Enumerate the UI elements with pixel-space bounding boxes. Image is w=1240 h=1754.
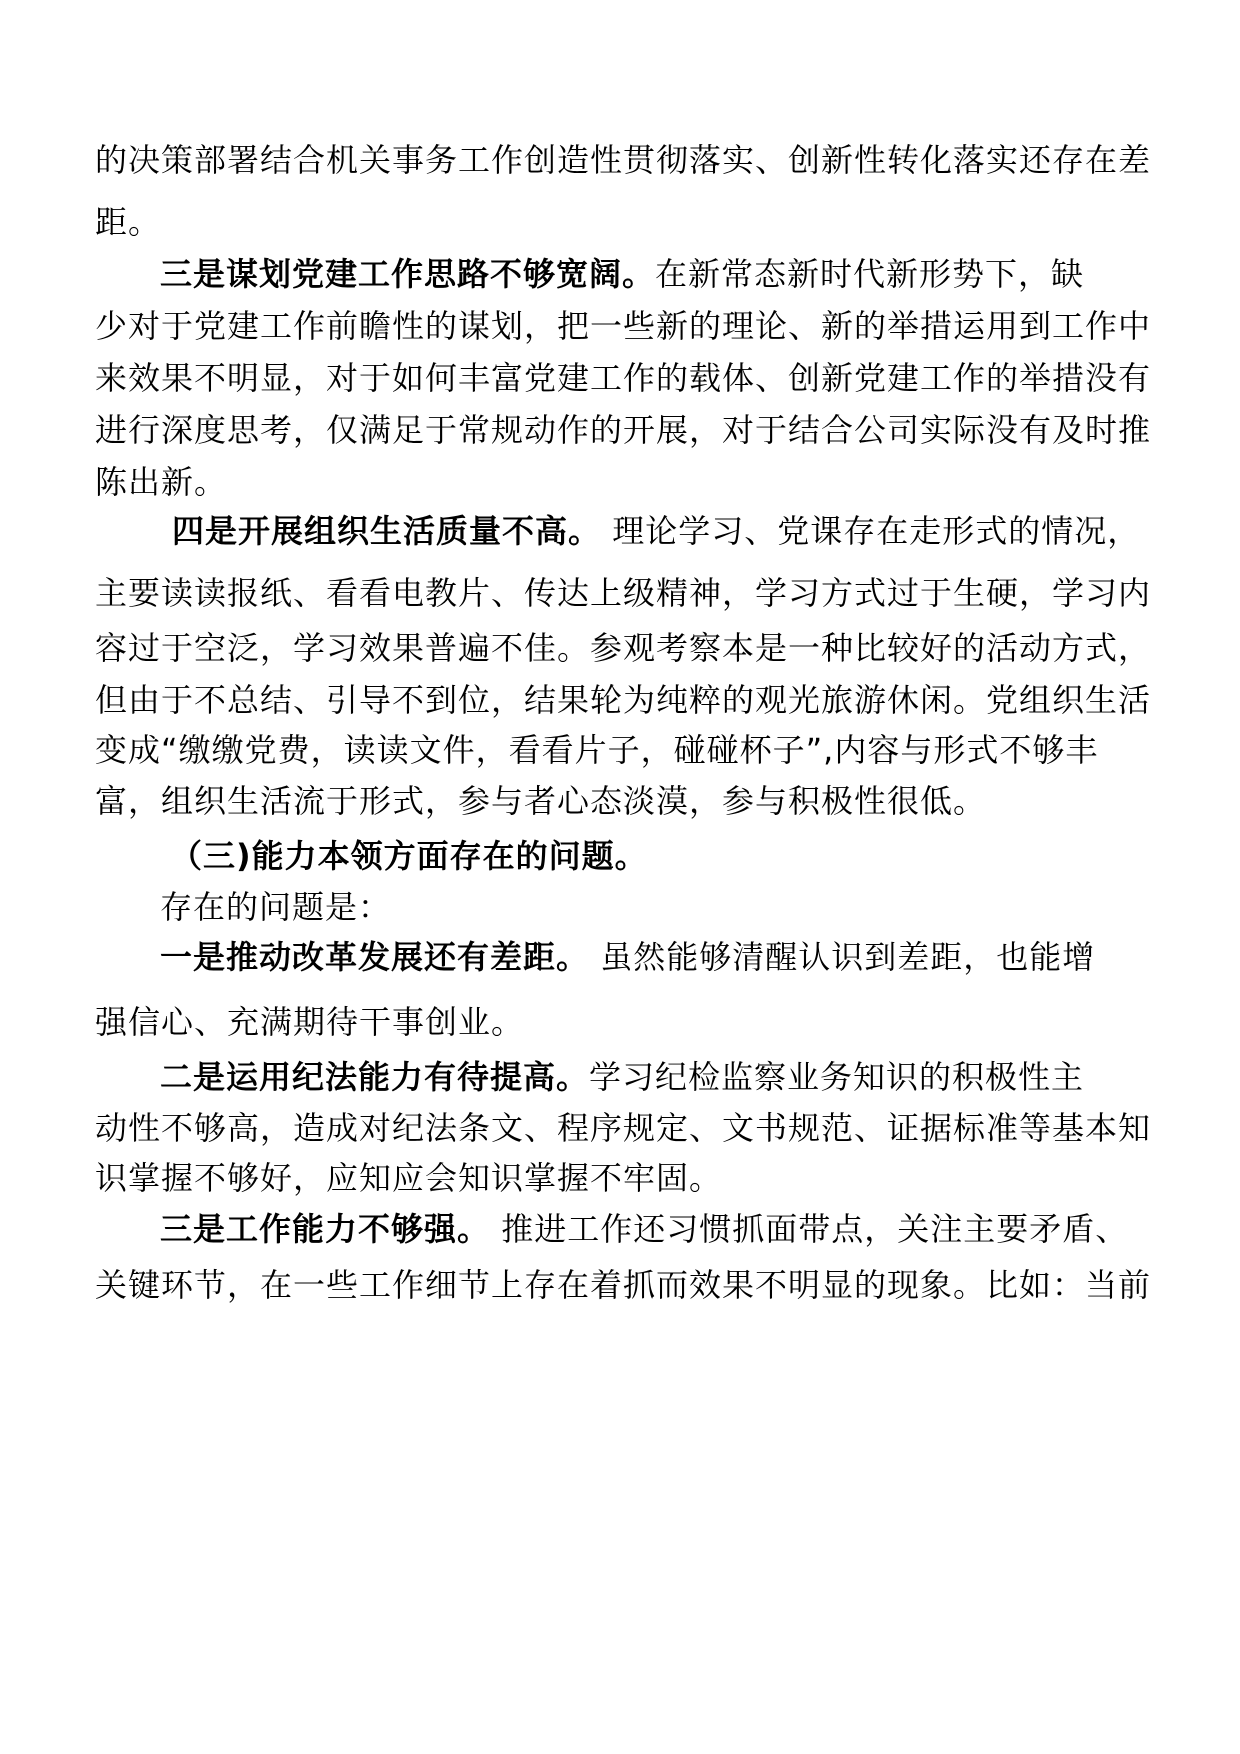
line-text: 主要读读报纸、看看电教片、传达上级精神，学习方式过于生硬，学习内 [95, 574, 1152, 612]
text-line [95, 680, 1151, 720]
text-line [95, 1158, 722, 1198]
point-heading: 三是谋划党建工作思路不够宽阔。 [160, 255, 656, 293]
line-text: 在新常态新时代新形势下，缺 [655, 255, 1085, 293]
text-line [160, 1209, 1128, 1249]
line-text: 学习纪检监察业务知识的积极性主 [589, 1058, 1085, 1096]
section-heading [170, 836, 648, 876]
text-line [160, 887, 391, 927]
text-line [95, 628, 1151, 668]
text-line [95, 730, 1098, 770]
text-line [95, 1002, 524, 1042]
text-line [95, 462, 227, 502]
text-line [95, 573, 1151, 613]
text-line [160, 1057, 1084, 1097]
text-line [95, 202, 161, 242]
line-text: 存在的问题是： [160, 888, 392, 926]
line-text: 容过于空泛，学习效果普遍不佳。参观考察本是一种比较好的活动方式， [95, 629, 1152, 667]
text-line [95, 781, 986, 821]
text-line [95, 1265, 1151, 1305]
line-text: 推进工作还习惯抓面带点，关注主要矛盾、 [490, 1210, 1129, 1248]
line-text: 的决策部署结合机关事务工作创造性贯彻落实、创新性转化落实还存在差 [95, 141, 1152, 179]
point-heading: 一是推动改革发展还有差距。 [160, 938, 590, 976]
line-text: 理论学习、党课存在走形式的情况， [601, 512, 1141, 550]
line-text: 识掌握不够好，应知应会知识掌握不牢固。 [95, 1159, 723, 1197]
point-heading: 四是开展组织生活质量不高。 [172, 512, 602, 550]
line-text: 进行深度思考，仅满足于常规动作的开展，对于结合公司实际没有及时推 [95, 411, 1152, 449]
line-text: 距。 [95, 203, 162, 241]
text-line [172, 511, 1140, 551]
text-line [160, 937, 1095, 977]
text-line [95, 140, 1151, 180]
text-line [95, 1108, 1151, 1148]
point-heading: 三是工作能力不够强。 [160, 1210, 491, 1248]
line-text: 少对于党建工作前瞻性的谋划，把一些新的理论、新的举措运用到工作中 [95, 307, 1152, 345]
text-line [95, 358, 1151, 398]
section-heading-text: （三)能力本领方面存在的问题。 [170, 837, 648, 875]
line-text: 陈出新。 [95, 463, 228, 501]
line-text: 强信心、充满期待干事创业。 [95, 1003, 525, 1041]
line-text: 动性不够高，造成对纪法条文、程序规定、文书规范、证据标准等基本知 [95, 1109, 1152, 1147]
line-text: 变成“缴缴党费，读读文件，看看片子，碰碰杯子”,内容与形式不够丰 [95, 731, 1099, 769]
text-line [95, 306, 1151, 346]
line-text: 富，组织生活流于形式，参与者心态淡漠，参与积极性很低。 [95, 782, 987, 820]
line-text: 但由于不总结、引导不到位，结果轮为纯粹的观光旅游休闲。党组织生活 [95, 681, 1152, 719]
line-text: 虽然能够清醒认识到差距，也能增 [589, 938, 1096, 976]
text-line [160, 254, 1084, 294]
line-text: 来效果不明显，对于如何丰富党建工作的载体、创新党建工作的举措没有 [95, 359, 1152, 397]
line-text: 关键环节，在一些工作细节上存在着抓而效果不明显的现象。比如：当前 [95, 1266, 1152, 1304]
text-line [95, 410, 1151, 450]
point-heading: 二是运用纪法能力有待提高。 [160, 1058, 590, 1096]
